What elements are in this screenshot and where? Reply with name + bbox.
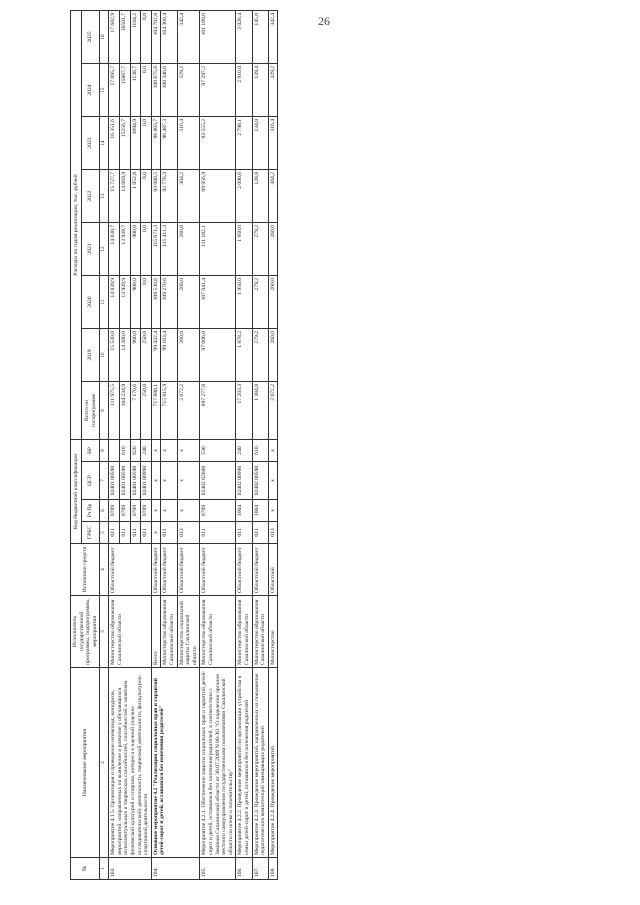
- year-amount: 115 671,3: [151, 223, 161, 276]
- code-rzpr: х: [177, 500, 200, 522]
- code-csr: 02401 00590: [130, 462, 141, 500]
- code-grbs: 011: [109, 522, 120, 544]
- year-amount: 1 052,8: [130, 170, 141, 223]
- code-vr: х: [177, 440, 200, 462]
- year-amount: 304,2: [268, 170, 278, 223]
- row-number: 104.: [151, 858, 200, 880]
- funding-source: Областной бюджет: [109, 544, 152, 596]
- code-vr: х: [268, 440, 278, 462]
- year-amount: 14 380,0: [119, 329, 130, 382]
- year-amount: 13 939,9: [119, 276, 130, 329]
- year-amount: 93 555,2: [200, 117, 236, 170]
- year-amount: 2 910,0: [236, 64, 252, 117]
- header-year: 2025: [81, 10, 99, 63]
- row-number: 103.: [109, 858, 152, 880]
- column-index: 3: [100, 596, 109, 668]
- year-amount: 104 702,8: [151, 10, 161, 63]
- funding-source: Областной бюджет: [161, 544, 177, 596]
- year-amount: 279,2: [252, 276, 268, 329]
- header-year: 2019: [81, 329, 99, 382]
- year-amount: 96 803,7: [151, 117, 161, 170]
- measure-name: Мероприятие 4.2.3. Проведение мероприятий, направленных на повышение педагогических компетенций замещающих родителей: [252, 668, 268, 858]
- code-rzpr: 0709: [109, 500, 120, 522]
- header-name: Наименование мероприятия: [71, 668, 100, 858]
- year-amount: 250,0: [141, 329, 152, 382]
- column-index: 13: [100, 170, 109, 223]
- header-executor: Исполнитель государственной программы, подпрограммы, мероприятия: [71, 596, 100, 668]
- column-index: 6: [100, 500, 109, 522]
- total-amount: 2 072,2: [268, 382, 278, 440]
- total-amount: 104 234,9: [119, 382, 130, 440]
- code-csr: х: [177, 462, 200, 500]
- column-index: 8: [100, 440, 109, 462]
- year-amount: 14 839,9: [109, 276, 120, 329]
- row-number: 105.: [200, 858, 236, 880]
- year-amount: 15867,7: [119, 64, 130, 117]
- year-amount: 1094,9: [130, 117, 141, 170]
- executor: Всего: [151, 596, 161, 668]
- table-row: [109, 10, 120, 879]
- year-amount: 16501,7: [119, 10, 130, 63]
- year-amount: 342,4: [268, 10, 278, 63]
- column-index: 5: [100, 522, 109, 544]
- executor: Министерство образования Сахалинской области: [200, 596, 236, 668]
- total-amount: 2 072,2: [177, 382, 200, 440]
- year-amount: 99 432,4: [151, 329, 161, 382]
- year-amount: 1 878,2: [236, 329, 252, 382]
- year-amount: 900,0: [130, 223, 141, 276]
- column-index: 12: [100, 223, 109, 276]
- year-amount: 0,0: [141, 223, 152, 276]
- header-rzpr: Рз Пр: [81, 500, 99, 522]
- total-amount: 1 384,8: [252, 382, 268, 440]
- year-amount: 92 776,3: [161, 170, 177, 223]
- year-amount: 1 950,0: [236, 223, 252, 276]
- code-rzpr: 1004: [236, 500, 252, 522]
- code-csr: х: [151, 462, 161, 500]
- year-amount: 342,4: [177, 10, 200, 63]
- column-index: 9: [100, 382, 109, 440]
- code-csr: 02401 00590: [109, 462, 120, 500]
- year-amount: 260,0: [268, 329, 278, 382]
- year-amount: 3 026,4: [236, 10, 252, 63]
- year-amount: 304,2: [177, 170, 200, 223]
- year-amount: 900,0: [130, 329, 141, 382]
- year-amount: 329,2: [268, 64, 278, 117]
- code-rzpr: 0709: [141, 500, 152, 522]
- year-amount: 101 189,0: [200, 10, 236, 63]
- code-grbs: 011: [252, 522, 268, 544]
- column-index: 14: [100, 117, 109, 170]
- row-number: 107.: [252, 858, 268, 880]
- column-index: 11: [100, 276, 109, 329]
- code-vr: 610: [252, 440, 268, 462]
- code-rzpr: 0709: [200, 500, 236, 522]
- funding-source: Областной бюджет: [200, 544, 236, 596]
- year-amount: 260,0: [268, 276, 278, 329]
- year-amount: 1 950,0: [236, 276, 252, 329]
- year-amount: 14 669,9: [119, 170, 130, 223]
- total-amount: 7 170,6: [130, 382, 141, 440]
- header-grbs: ГРБС: [81, 522, 99, 544]
- budget-table: [70, 10, 278, 880]
- year-amount: 260,0: [268, 223, 278, 276]
- year-amount: 107 041,4: [200, 276, 236, 329]
- year-amount: 100 346,6: [161, 64, 177, 117]
- header-source: Источники средств: [71, 544, 100, 596]
- year-amount: 0,0: [141, 10, 152, 63]
- executor: Министерство образования Сахалинской области: [109, 596, 152, 668]
- funding-source: Областной бюджет: [151, 544, 161, 596]
- code-grbs: 011: [200, 522, 236, 544]
- executor: Министерство образования Сахалинской области: [236, 596, 252, 668]
- year-amount: 2 090,6: [236, 170, 252, 223]
- total-amount: 697 277,8: [200, 382, 236, 440]
- code-vr: 610: [119, 440, 130, 462]
- page-number: 26: [318, 14, 330, 28]
- code-rzpr: х: [161, 500, 177, 522]
- year-amount: 134,0: [252, 117, 268, 170]
- header-year: 2022: [81, 170, 99, 223]
- code-csr: 02402 00590: [252, 462, 268, 500]
- header-row-1: [71, 10, 82, 879]
- code-vr: х: [161, 440, 177, 462]
- year-amount: 279,2: [252, 329, 268, 382]
- code-grbs: х: [151, 522, 161, 544]
- year-amount: 109 530,6: [151, 276, 161, 329]
- measure-name: Мероприятие 4.2.2. Проведение мероприятий по организации устройства в семьи детей-сирот и детей, оставшихся без попечения родителей: [236, 668, 252, 858]
- total-amount: 17 203,3: [236, 382, 252, 440]
- funding-source: Областной: [268, 544, 278, 596]
- table-row: [236, 10, 252, 879]
- code-csr: х: [161, 462, 177, 500]
- year-amount: 0,0: [141, 170, 152, 223]
- code-csr: 02401 00990: [141, 462, 152, 500]
- year-amount: 89 956,9: [200, 170, 236, 223]
- year-amount: 97 297,2: [200, 64, 236, 117]
- code-rzpr: х: [151, 500, 161, 522]
- year-amount: 316,4: [177, 117, 200, 170]
- funding-source: Областной бюджет: [177, 544, 200, 596]
- code-csr: х: [268, 462, 278, 500]
- code-grbs: 013: [268, 522, 278, 544]
- column-index: 15: [100, 64, 109, 117]
- header-csr: ЦСР: [81, 462, 99, 500]
- table-row: [151, 10, 161, 879]
- executor: Министерство социальной защиты Сахалинской области: [177, 596, 200, 668]
- year-amount: 100 675,8: [151, 64, 161, 117]
- funding-source: Областной бюджет: [236, 544, 252, 596]
- column-index: 1: [100, 858, 109, 880]
- code-vr: 240: [141, 440, 152, 462]
- year-amount: 99 163,4: [161, 329, 177, 382]
- year-amount: 109 270,6: [161, 276, 177, 329]
- code-vr: 530: [200, 440, 236, 462]
- code-grbs: 013: [177, 522, 200, 544]
- year-amount: 260,0: [177, 329, 200, 382]
- column-index: 2: [100, 668, 109, 858]
- year-amount: 13 939,7: [119, 223, 130, 276]
- table-row: [200, 10, 236, 879]
- code-grbs: 011: [161, 522, 177, 544]
- measure-name: Мероприятие 4.1.5. Организация и проведение олимпиад, конкурсов, мероприятий, направленных на выявление и развитие у обучающихся интеллектуальных и творческих способностей, способностей к занятиям физической культурой и спортом, интереса к научной (научно-исследовательской) деятельности, творческой деятельности, физкультурно-спортивной деятельности: [109, 668, 152, 858]
- year-amount: 279,2: [252, 223, 268, 276]
- year-amount: 316,4: [268, 117, 278, 170]
- code-rzpr: 1004: [252, 500, 268, 522]
- year-amount: 97 006,0: [200, 329, 236, 382]
- year-amount: 0,0: [141, 64, 152, 117]
- code-rzpr: 0709: [130, 500, 141, 522]
- year-amount: 2 798,1: [236, 117, 252, 170]
- code-grbs: 011: [236, 522, 252, 544]
- year-amount: 93 080,5: [151, 170, 161, 223]
- measure-name: Основное мероприятие 4.2 "Реализация социальных прав и гарантий детей-сирот и детей, оставшихся без попечения родителей": [151, 668, 200, 858]
- year-amount: 115 411,3: [161, 223, 177, 276]
- year-amount: 111 182,1: [200, 223, 236, 276]
- code-rzpr: 0709: [119, 500, 130, 522]
- code-grbs: 011: [141, 522, 152, 544]
- year-amount: 17 095,7: [109, 64, 120, 117]
- column-index: 16: [100, 10, 109, 63]
- rotated-table-container: [70, 10, 615, 880]
- year-amount: 900,0: [130, 276, 141, 329]
- year-amount: 16 351,6: [109, 117, 120, 170]
- executor: Министерство образования Сахалинской области: [252, 596, 268, 668]
- header-year: 2020: [81, 276, 99, 329]
- header-year: 2023: [81, 117, 99, 170]
- total-amount: 250,0: [141, 382, 152, 440]
- table-row: [252, 10, 268, 879]
- year-amount: 15 727,7: [109, 170, 120, 223]
- year-amount: 14 830,7: [109, 223, 120, 276]
- year-amount: 96 487,3: [161, 117, 177, 170]
- year-amount: 1138,7: [130, 64, 141, 117]
- executor: Министерство: [268, 596, 278, 668]
- column-index-row: [100, 10, 109, 879]
- executor: Министерство образования Сахалинской области: [161, 596, 177, 668]
- funding-source: Областной бюджет: [252, 544, 268, 596]
- code-grbs: 011: [119, 522, 130, 544]
- code-rzpr: х: [268, 500, 278, 522]
- row-number: 106.: [236, 858, 252, 880]
- year-amount: 260,0: [177, 223, 200, 276]
- header-year: 2024: [81, 64, 99, 117]
- year-amount: 1184,2: [130, 10, 141, 63]
- year-amount: 329,2: [177, 64, 200, 117]
- code-csr: 02402 00990: [236, 462, 252, 500]
- column-index: 4: [100, 544, 109, 596]
- column-index: 7: [100, 462, 109, 500]
- column-index: 10: [100, 329, 109, 382]
- year-amount: 15256,7: [119, 117, 130, 170]
- code-vr: 240: [236, 440, 252, 462]
- code-grbs: 011: [130, 522, 141, 544]
- year-amount: 260,0: [177, 276, 200, 329]
- year-amount: 139,4: [252, 64, 268, 117]
- year-amount: 0,0: [141, 117, 152, 170]
- header-vr: ВР: [81, 440, 99, 462]
- code-vr: х: [151, 440, 161, 462]
- total-amount: 717 888,1: [151, 382, 161, 440]
- total-amount: 111 975,5: [109, 382, 120, 440]
- year-amount: 145,0: [252, 10, 268, 63]
- measure-name: Мероприятие 4.2.1. Обеспечение защиты социальных прав и гарантий детей-сирот и детей, оставшихся без попечения родителей, в соответствии с Законом Сахалинской области от 30.07.2009 N 80-ЗО "О наделении органов местного самоуправления государственными полномочиями Сахалинской области по опеке и попечительству": [200, 668, 236, 858]
- year-amount: 17 682,9: [109, 10, 120, 63]
- header-total: Всего по госпрограмме: [81, 382, 99, 440]
- header-no: №: [71, 858, 100, 880]
- code-csr: 02402 62600: [200, 462, 236, 500]
- code-csr: 02401 00590: [119, 462, 130, 500]
- header-year: 2021: [81, 223, 99, 276]
- table-row: [268, 10, 278, 879]
- year-amount: 104 360,4: [161, 10, 177, 63]
- header-code-group: Код бюджетной классификации: [71, 440, 82, 544]
- code-vr: 620: [130, 440, 141, 462]
- total-amount: 715 815,9: [161, 382, 177, 440]
- code-vr: [109, 440, 120, 462]
- measure-name: Мероприятие 4.2.4. Проведение мероприятий: [268, 668, 278, 858]
- year-amount: 128,8: [252, 170, 268, 223]
- year-amount: 15 530,0: [109, 329, 120, 382]
- header-costs-group: Расходы по годам реализации, тыс. рублей: [71, 10, 82, 439]
- row-number: 108.: [268, 858, 278, 880]
- year-amount: 0,0: [141, 276, 152, 329]
